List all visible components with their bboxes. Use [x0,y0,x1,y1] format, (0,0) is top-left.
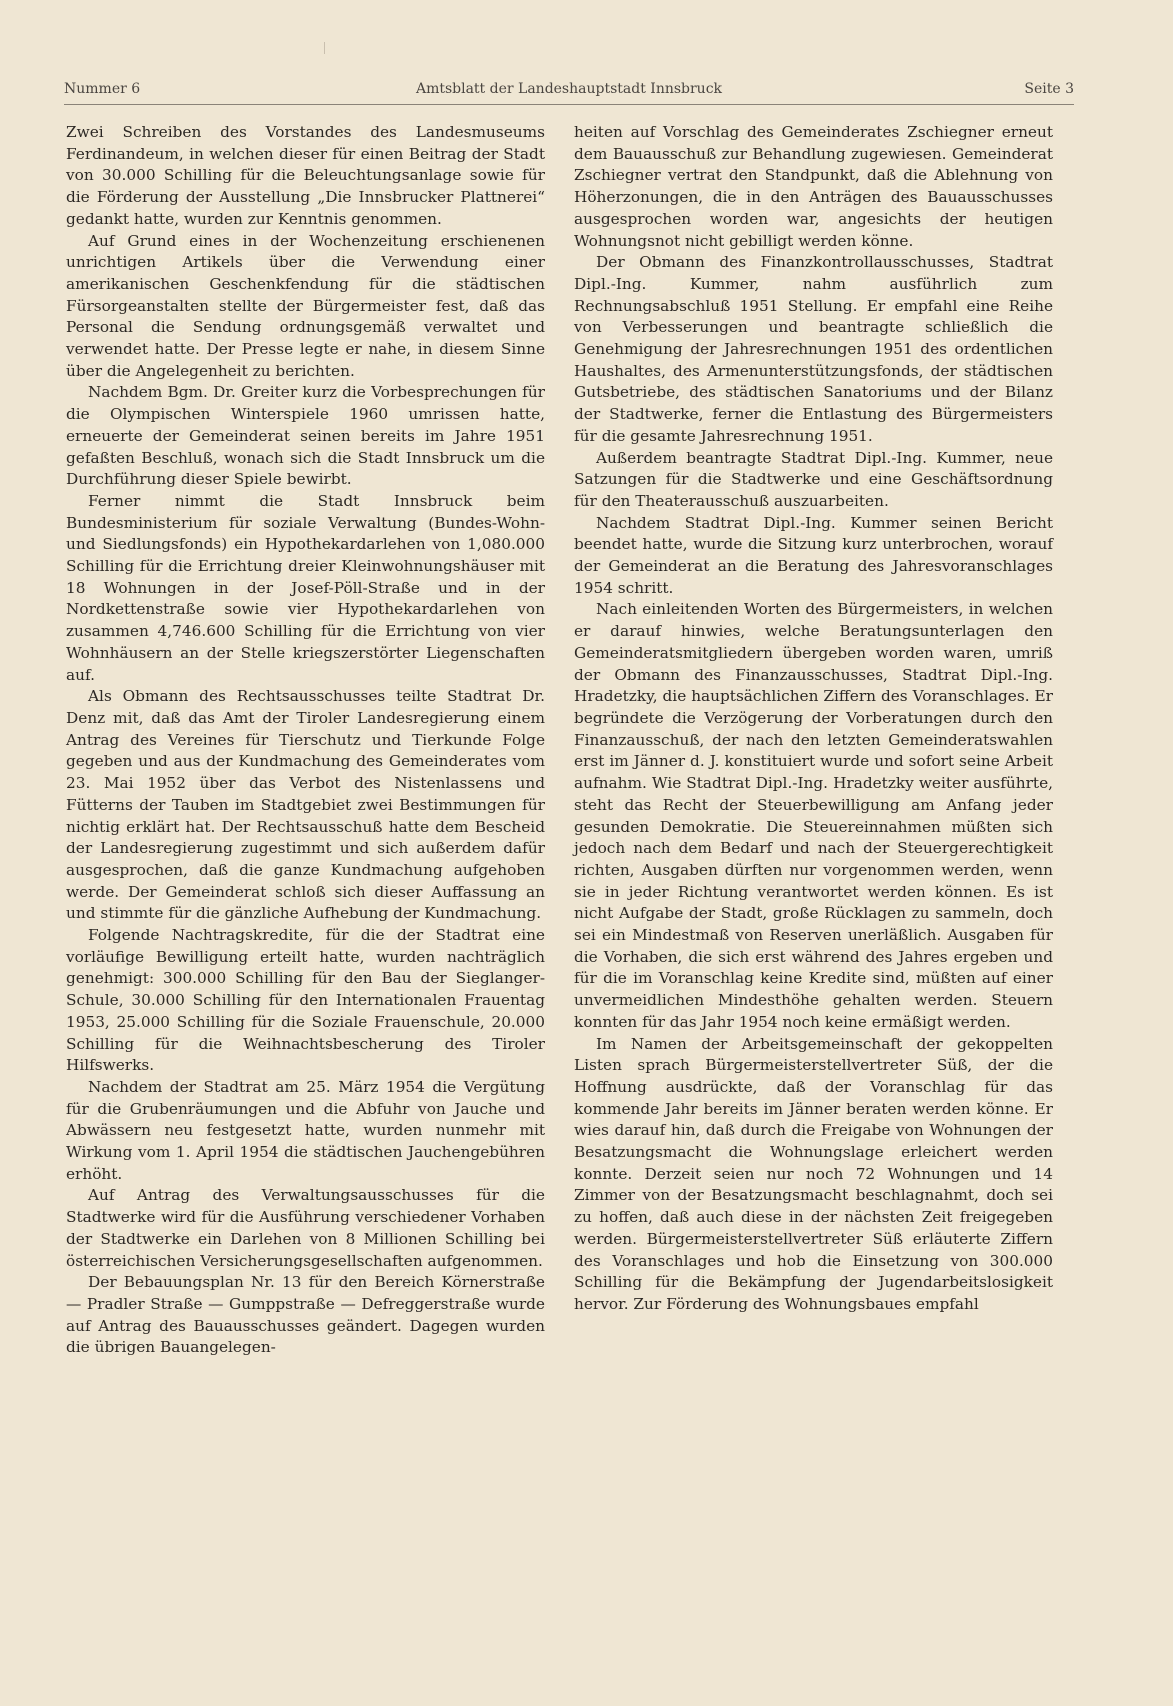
header-rule [64,104,1074,105]
paragraph: Im Namen der Arbeitsgemeinschaft der gekoppelten Listen sprach Bürgermeisterstellvertreter Süß, der die Hoffnung ausdrückte, daß der Voranschlag für das kommende Jahr bereits im Jänner beraten werden könne. Er wies darauf hin, daß durch die Freigabe von Wohnungen der Besatzungsmacht die Wohnungslage erleichert werden konnte. Derzeit seien nur noch 72 Wohnungen und 14 Zimmer von der Besatzungsmacht beschlagnahmt, doch sei zu hoffen, daß auch diese in der nächsten Zeit freigegeben werden. Bürgermeisterstellvertreter Süß erläuterte Ziffern des Voranschlages und hob die Einsetzung von 300.000 Schilling für die Bekämpfung der Jugendarbeitslosigkeit hervor. Zur Förderung des Wohnungsbaues empfahl [574,1034,1053,1313]
paragraph: Folgende Nachtragskredite, für die der Stadtrat eine vorläufige Bewilligung erteilt hatte, wurden nachträglich genehmigt: 300.000 Schilling für den Bau der Sieglanger-Schule, 30.000 Schilling für den Internationalen Frauentag 1953, 25.000 Schilling für die Soziale Frauenschule, 20.000 Schilling für die Weihnachtsbescherung des Tiroler Hilfswerks. [66,926,545,1075]
paragraph: Als Obmann des Rechtsausschusses teilte Stadtrat Dr. Denz mit, daß das Amt der Tiroler Landesregierung einem Antrag des Vereines für Tierschutz und Tierkunde Folge gegeben und aus der Kundmachung des Gemeinderates vom 23. Mai 1952 über das Verbot des Nistenlassens und Fütterns der Tauben im Stadtgebiet zwei Bestimmungen für nichtig erklärt hat. Der Rechtsausschuß hatte dem Bescheid der Landesregierung zugestimmt und sich außerdem dafür ausgesprochen, daß die ganze Kundmachung aufgehoben werde. Der Gemeinderat schloß sich dieser Auffassung an und stimmte für die gänzliche Aufhebung der Kundmachung. [66,687,545,923]
paragraph: heiten auf Vorschlag des Gemeinderates Zschiegner erneut dem Bauausschuß zur Behandlung zugewiesen. Gemeinderat Zschiegner vertrat den Standpunkt, daß die Ablehnung von Höherzonungen, die in den Anträgen des Bauausschusses ausgesprochen worden war, angesichts der heutigen Wohnungsnot nicht gebilligt werden könne. [574,123,1053,250]
left-column [66,122,545,1359]
publication-title: Amtsblatt der Landeshauptstadt Innsbruck [415,81,723,97]
paragraph: Der Bebauungsplan Nr. 13 für den Bereich Körnerstraße — Pradler Straße — Gumppstraße — Defreggerstraße wurde auf Antrag des Bauausschusses geändert. Dagegen wurden die übrigen Bauangelegen- [66,1273,545,1357]
paragraph: Nachdem Bgm. Dr. Greiter kurz die Vorbesprechungen für die Olympischen Winterspiele 1960 umrissen hatte, erneuerte der Gemeinderat seinen bereits im Jahre 1951 gefaßten Beschluß, wonach sich die Stadt Innsbruck um die Durchführung dieser Spiele bewirbt. [66,383,545,489]
paragraph: Auf Grund eines in der Wochenzeitung erschienenen unrichtigen Artikels über die Verwendung einer amerikanischen Geschenkfendung für die städtischen Fürsorgeanstalten stellte der Bürgermeister fest, daß das Personal die Sendung ordnungsgemäß verwaltet und verwendet hatte. Der Presse legte er nahe, in diesem Sinne über die Angelegenheit zu berichten. [66,231,545,380]
right-column [574,122,1053,1316]
paper-scratch-mark [324,42,325,54]
page-number: Seite 3 [1024,81,1074,97]
page-header [64,79,1074,103]
issue-number: Nummer 6 [64,81,141,97]
paragraph: Nach einleitenden Worten des Bürgermeisters, in welchen er darauf hinwies, welche Beratungsunterlagen den Gemeinderatsmitgliedern übergeben worden waren, umriß der Obmann des Finanzausschusses, Stadtrat Dipl.-Ing. Hradetzky, die hauptsächlichen Ziffern des Voranschlages. Er begründete die Verzögerung der Vorberatungen durch den Finanzausschuß, der nach den letzten Gemeinderatswahlen erst im Jänner d. J. konstituiert wurde und sofort seine Arbeit aufnahm. Wie Stadtrat Dipl.-Ing. Hradetzky weiter ausführte, steht das Recht der Steuerbewilligung am Anfang jeder gesunden Demokratie. Die Steuereinnahmen müßten sich jedoch nach dem Bedarf und nach der Steuergerechtigkeit richten, Ausgaben dürften nur vorgenommen werden, wenn sie in jeder Richtung verantwortet werden können. Es ist nicht Aufgabe der Stadt, große Rücklagen zu sammeln, doch sei ein Mindestmaß von Reserven unerläßlich. Ausgaben für die Vorhaben, die sich erst während des Jahres ergeben und für die im Voranschlag keine Kredite sind, müßten auf einer unvermeidlichen Mindesthöhe gehalten werden. Steuern konnten für das Jahr 1954 noch keine ermäßigt werden. [574,600,1053,1031]
paragraph: Nachdem der Stadtrat am 25. März 1954 die Vergütung für die Grubenräumungen und die Abfuhr von Jauche und Abwässern neu festgesetzt hatte, wurden nunmehr mit Wirkung vom 1. April 1954 die städtischen Jauchengebühren erhöht. [66,1077,545,1183]
paragraph: Zwei Schreiben des Vorstandes des Landesmuseums Ferdinandeum, in welchen dieser für einen Beitrag der Stadt von 30.000 Schilling für die Beleuchtungsanlage sowie für die Förderung der Ausstellung „Die Innsbrucker Plattnerei“ gedankt hatte, wurden zur Kenntnis genommen. [66,123,545,228]
paragraph: Auf Antrag des Verwaltungsausschusses für die Stadtwerke wird für die Ausführung verschiedener Vorhaben der Stadtwerke ein Darlehen von 8 Millionen Schilling bei österreichischen Versicherungsgesellschaften aufgenommen. [66,1186,545,1270]
paragraph: Ferner nimmt die Stadt Innsbruck beim Bundesministerium für soziale Verwaltung (Bundes-Wohn- und Siedlungsfonds) ein Hypothekardarlehen von 1,080.000 Schilling für die Errichtung dreier Kleinwohnungshäuser mit 18 Wohnungen in der Josef-Pöll-Straße und in der Nordkettenstraße sowie vier Hypothekardarlehen von zusammen 4,746.600 Schilling für die Errichtung von vier Wohnhäusern an der Stelle kriegszerstörter Liegenschaften auf. [66,491,545,684]
paragraph: Außerdem beantragte Stadtrat Dipl.-Ing. Kummer, neue Satzungen für die Stadtwerke und eine Geschäftsordnung für den Theaterausschuß auszuarbeiten. [574,448,1053,510]
paragraph: Der Obmann des Finanzkontrollausschusses, Stadtrat Dipl.-Ing. Kummer, nahm ausführlich zum Rechnungsabschluß 1951 Stellung. Er empfahl eine Reihe von Verbesserungen und beantragte schließlich die Genehmigung der Jahresrechnungen 1951 des ordentlichen Haushaltes, des Armenunterstützungsfonds, der städtischen Gutsbetriebe, des städtischen Sanatoriums und der Bilanz der Stadtwerke, ferner die Entlastung des Bürgermeisters für die gesamte Jahresrechnung 1951. [574,253,1053,445]
paragraph: Nachdem Stadtrat Dipl.-Ing. Kummer seinen Bericht beendet hatte, wurde die Sitzung kurz unterbrochen, worauf der Gemeinderat an die Beratung des Jahresvoranschlages 1954 schritt. [574,513,1053,597]
